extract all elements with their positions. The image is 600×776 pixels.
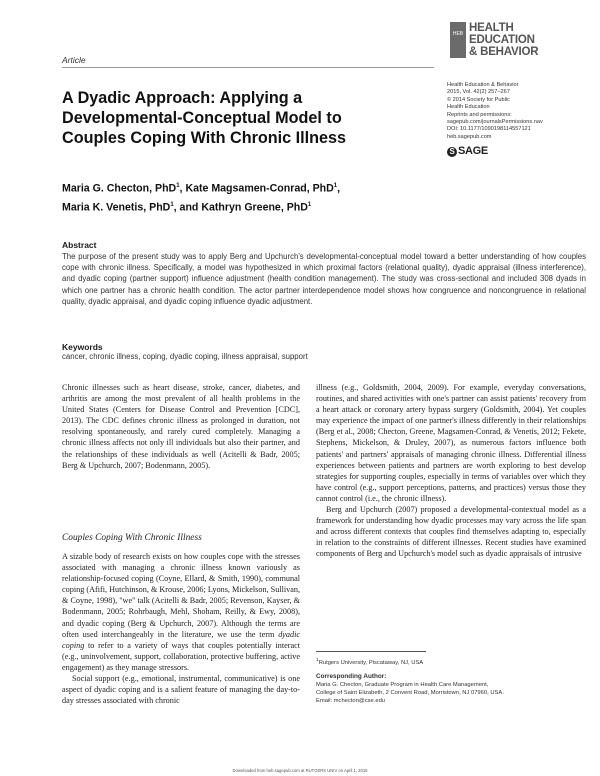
article-title: A Dyadic Approach: Applying a Developmental-Conceptual Model to Couples Coping With Chronic Illness [62, 89, 347, 147]
journal-logo-badge-text: HEB [452, 31, 464, 37]
journal-logo-line: HEALTH [469, 22, 514, 34]
meta-line: 2015, Vol. 42(2) 257–267 [447, 89, 510, 96]
download-footer: Downloaded from heb.sagepub.com at RUTGERS UNIV on April 1, 2015 [232, 768, 368, 773]
footnote-rule [316, 651, 426, 652]
keywords-heading: Keywords [62, 342, 103, 352]
author-name: Kathryn Greene, PhD [201, 201, 308, 214]
author-affiliation-mark: 1 [307, 201, 312, 208]
body-paragraph: illness (e.g., Goldsmith, 2004, 2009). For example, everyday conversations, routines, and shared activities with one's partner can assist patients' recovery from a heart attack or coronary artery bypass surgery (Goldsmith, 2004). Yet couples may experience the impact of one partner's illness differently in their relationships (Berg et al., 2008; Checton, Greene, Magsamen-Conrad, & Venetis, 2012; Fekete, Stephens, Mickelson, & Druley, 2007), as numerous factors influence both patients' and partners' appraisals of managing chronic illness. Differential illness experiences between patients and partners are worth exploring to best develop strategies for supporting couples, especially in terms of variables over which they have control (e.g., support perceptions, patterns, and practices) versus those they cannot control (i.e., the chronic illness). [316, 383, 586, 503]
body-paragraph: Chronic illnesses such as heart disease, stroke, cancer, diabetes, and arthritis are among the most prevalent of all health problems in the United States (Centers for Disease Control and Prevention [CDC], 2013). The CDC defines chronic illness as prolonged in duration, not resolving spontaneously, and rarely cured completely. Managing a chronic illness affects not only ill individuals but also their partner, and the relationships of these individuals as well (Acitelli & Badr, 2005; Berg & Upchurch, 2007; Bodenmann, 2005). [62, 383, 300, 470]
author-separator: , and [173, 201, 202, 214]
meta-line[interactable]: DOI: 10.1177/1090198114557121 [447, 126, 531, 133]
body-text: to refer to a variety of ways that couples potentially interact (e.g., uninvolvement, support, collaboration, protective buffering, active engagement) as they manage stressors. [62, 640, 300, 672]
section-subheading: Couples Coping With Chronic Illness [62, 533, 202, 543]
author-name: Kate Magsamen-Conrad, PhD [185, 182, 334, 195]
meta-line: © 2014 Society for Public [447, 96, 510, 103]
body-paragraph: Berg and Upchurch (2007) proposed a developmental-contextual model as a framework for understanding how dyadic processes may vary across the life span and across different contexts that couples find themselves adapting to, especially in relation to the constraints of different illnesses. Recent studies have examined components of Berg and Upchurch's model such as dyadic appraisals of intrusive [316, 505, 586, 559]
corresponding-heading: Corresponding Author: [316, 672, 387, 680]
body-paragraph: Social support (e.g., emotional, instrumental, communicative) is one aspect of dyadic coping and is a salient feature of managing the day-to-day stresses associated with chronic [62, 674, 300, 706]
journal-logo-badge [450, 22, 466, 58]
author-name: Maria G. Checton, PhD [62, 182, 177, 195]
body-paragraph [62, 551, 300, 673]
sage-circle-icon: S [447, 147, 457, 157]
abstract-text: The purpose of the present study was to apply Berg and Upchurch's developmental-conceptual model toward a better understanding of how couples cope with chronic illness. Specifically, a model was hypothesized in which proximal factors (relational quality), dyadic appraisal (illness interference), and dyadic coping (partner support) influence adjustment (health condition management). The study was cross-sectional and included 308 dyads in which one partner has a chronic health condition. The actor partner interdependence model shows how congruence and noncongruence in relational quality, dyadic appraisal, and dyadic coping influence dyadic adjustment. [62, 252, 586, 306]
affiliation-note [316, 657, 586, 667]
corresponding-line: College of Saint Elizabeth, 2 Convent Road, Morristown, NJ 07960, USA. [316, 689, 504, 696]
journal-logo-line: & BEHAVIOR [469, 46, 539, 58]
author-separator: , [337, 182, 341, 195]
body-column-left [62, 382, 300, 471]
author-list [62, 178, 392, 215]
author-affiliation-mark: 1 [333, 183, 338, 189]
author-name: Maria K. Venetis, PhD [62, 201, 171, 214]
abstract-heading: Abstract [62, 240, 97, 250]
header-rule [62, 67, 434, 68]
meta-line[interactable]: Reprints and permissions: [447, 111, 512, 118]
journal-logo-text [469, 22, 538, 58]
corresponding-line: Maria G. Checton, Graduate Program in Health Care Management, [316, 681, 489, 688]
affiliation-mark: 1 [316, 658, 319, 663]
body-italic-term: dyadic coping [62, 629, 301, 650]
publisher-logo [447, 145, 488, 157]
body-column-left-lower [62, 551, 300, 706]
article-type-label: Article [62, 55, 86, 65]
journal-meta [447, 82, 587, 141]
corresponding-email[interactable]: Email: mchecton@cse.edu [316, 697, 386, 704]
author-separator: , [179, 182, 186, 195]
meta-line[interactable]: sagepub.com/journalsPermissions.nav [447, 119, 543, 126]
keywords-text: cancer, chronic illness, coping, dyadic coping, illness appraisal, support [62, 352, 308, 361]
publisher-name: SAGE [458, 145, 488, 157]
body-text: A sizable body of research exists on how couples cope with the stresses associated with managing a chronic illness known variously as relationship-focused coping (Coyne, Ellard, & Smith, 1990), communal coping (Afifi, Hutchinson, & Krouse, 2006; Lyons, Mickelson, Sullivan, & Coyne, 1998), "we" talk (Acitelli & Badr, 2005; Revenson, Kayser, & Bodenmann, 2005; Rohrbaugh, Mehl, Shoham, Reilly, & Ewy, 2008), and dyadic coping (Berg & Upchurch, 2007). Although the terms are often used interchangeably in the literature, we use the term [62, 552, 300, 639]
author-affiliation-mark: 1 [170, 201, 174, 208]
journal-logo-line: EDUCATION [469, 34, 535, 46]
footnotes [316, 657, 586, 705]
author-affiliation-mark: 1 [176, 183, 180, 189]
affiliation-text: Rutgers University, Piscataway, NJ, USA [318, 659, 424, 666]
meta-line: Health Education [447, 104, 490, 111]
meta-line[interactable]: heb.sagepub.com [447, 133, 492, 140]
body-column-right [316, 382, 586, 560]
meta-line: Health Education & Behavior [447, 82, 519, 88]
